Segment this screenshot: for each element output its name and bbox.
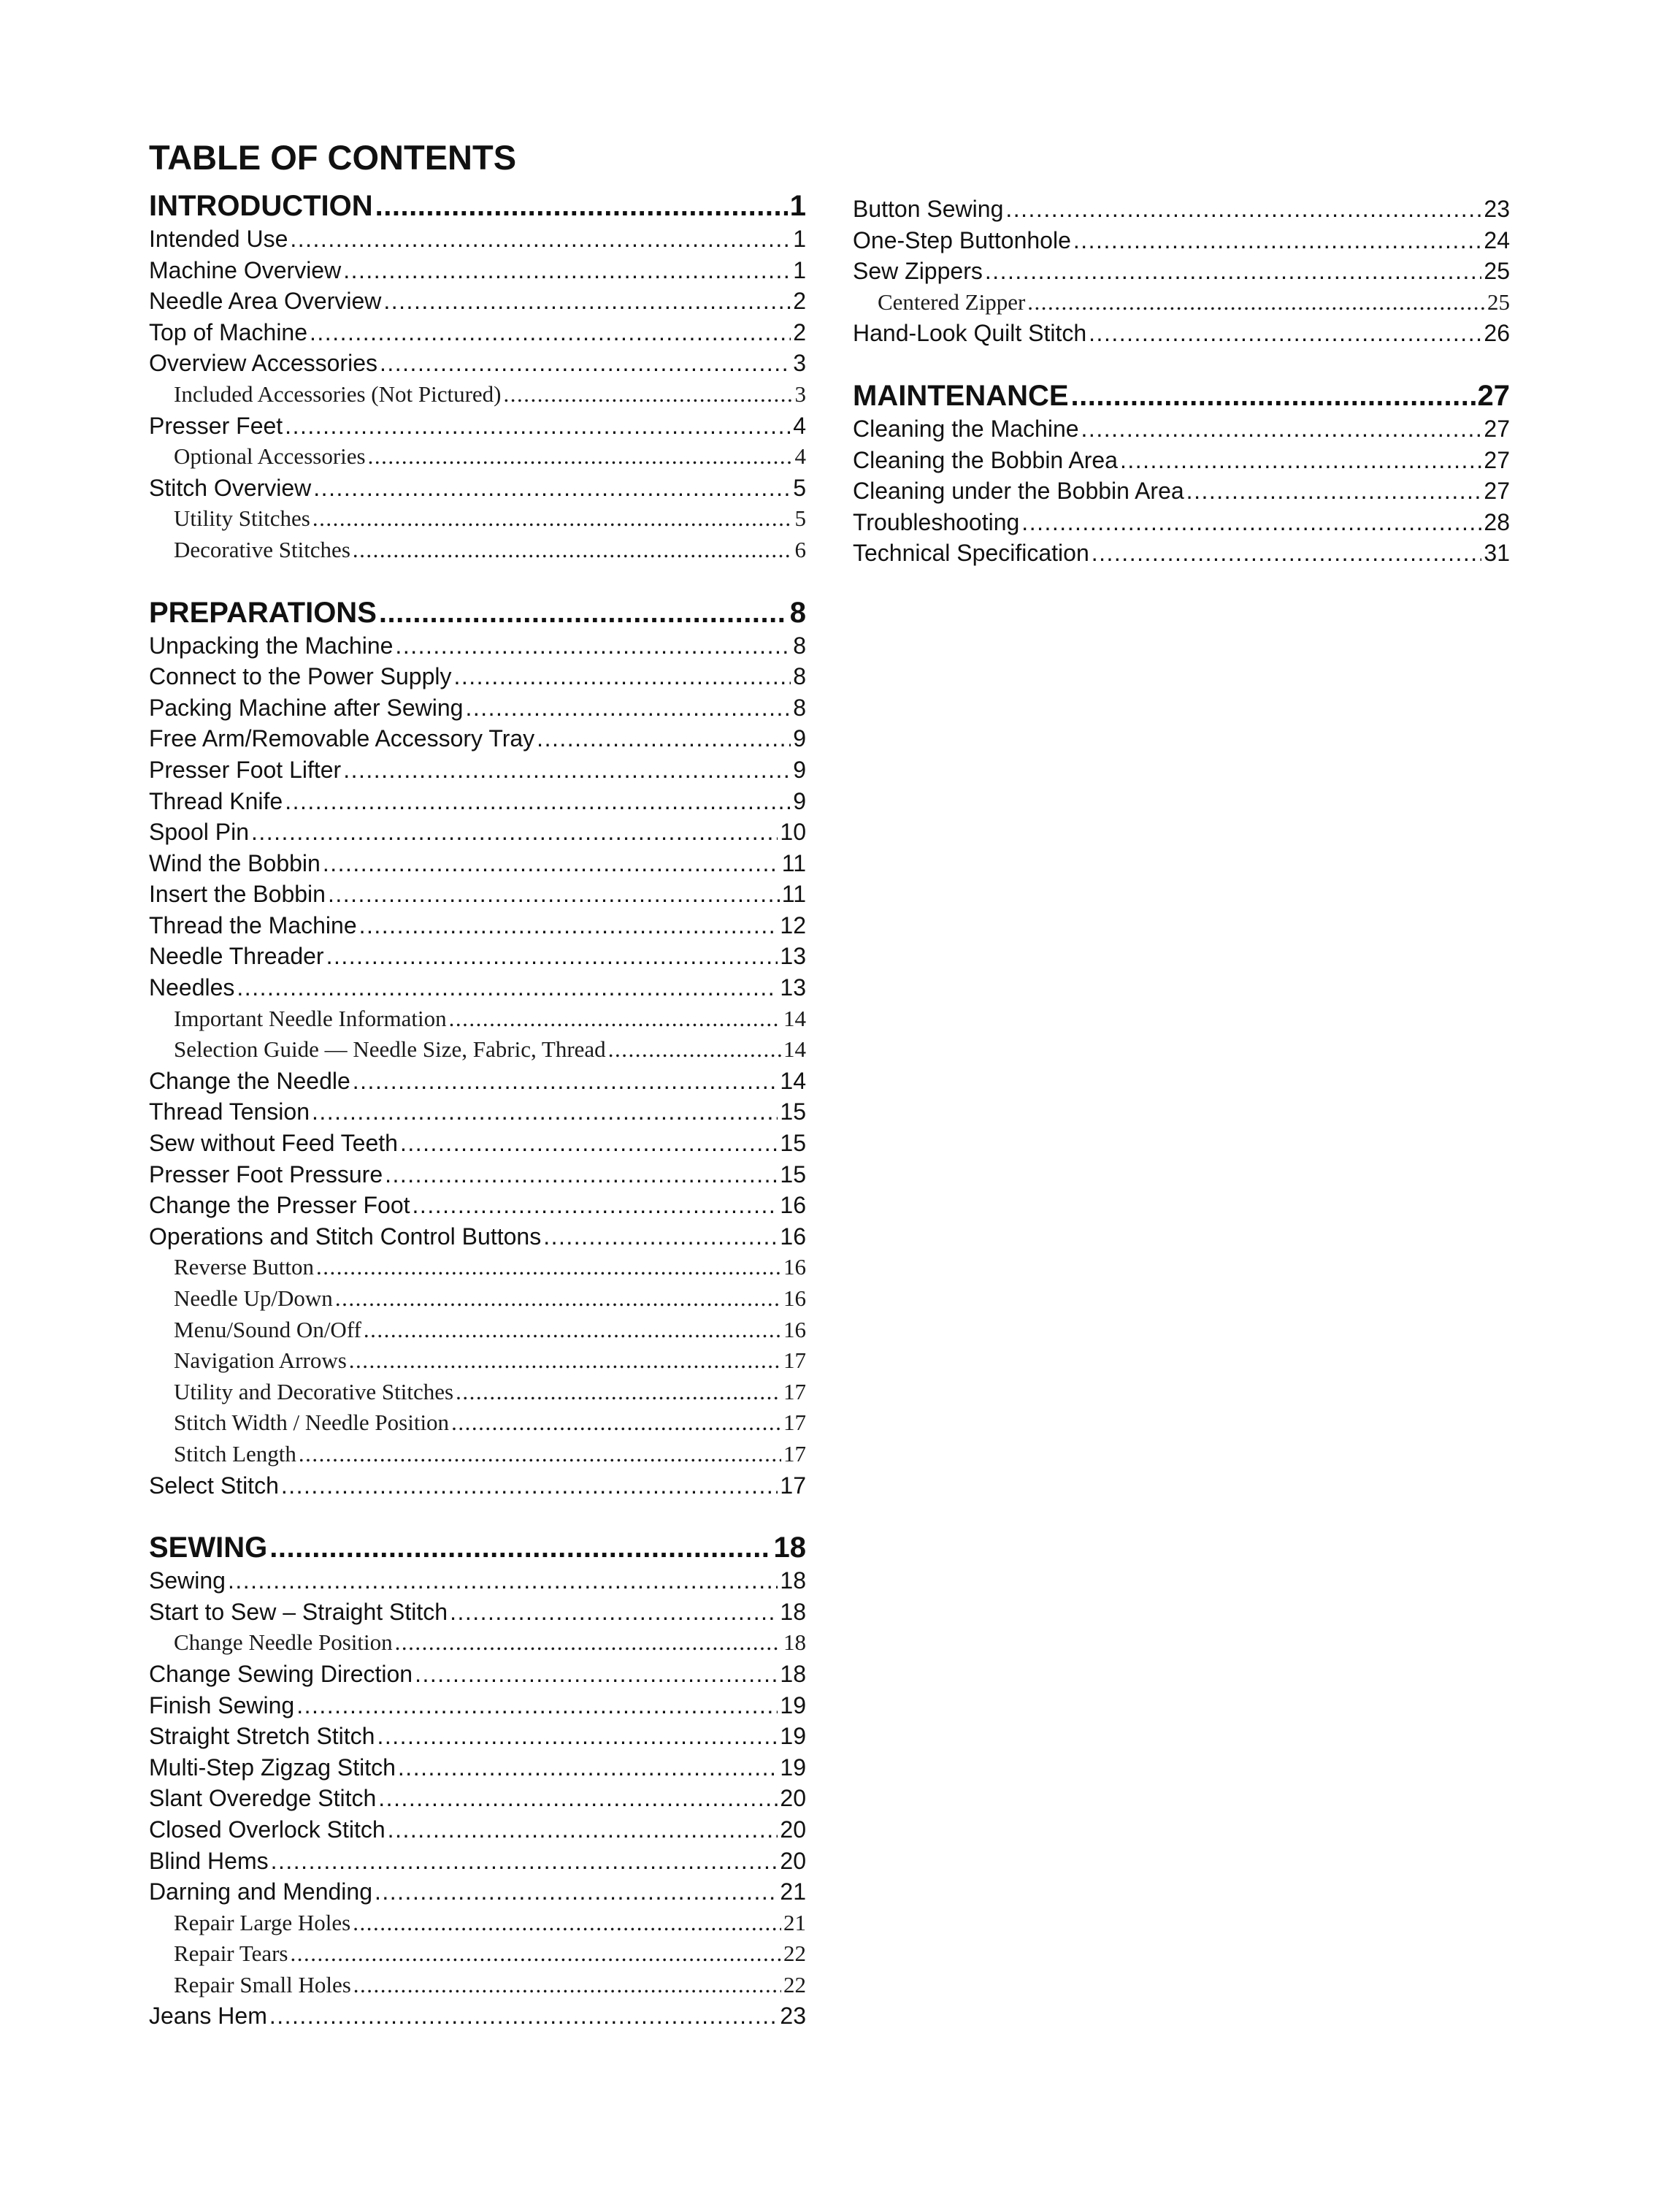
toc-entry-label: Presser Foot Lifter — [149, 756, 342, 783]
toc-entry[interactable] — [853, 445, 1510, 476]
toc-page-number: 4 — [794, 443, 806, 470]
toc-subentry[interactable] — [149, 1003, 806, 1035]
dot-leader — [310, 317, 791, 348]
toc-page-number: 19 — [780, 1754, 806, 1781]
toc-page-number: 16 — [780, 1192, 806, 1219]
toc-entry-label: Selection Guide — Needle Size, Fabric, Thread — [174, 1036, 606, 1063]
toc-subentry[interactable] — [149, 1627, 806, 1659]
toc-entry-label: Needle Threader — [149, 943, 324, 970]
toc-entry[interactable] — [149, 1752, 806, 1783]
toc-page-number: 14 — [780, 1067, 806, 1094]
dot-leader — [299, 1439, 781, 1470]
toc-page-number: 22 — [783, 1940, 806, 1967]
toc-entry-label: Presser Foot Pressure — [149, 1160, 383, 1188]
toc-page-number: 9 — [793, 725, 806, 752]
toc-page-number: 18 — [780, 1660, 806, 1687]
dot-leader — [269, 2000, 778, 2032]
toc-page-number: 18 — [780, 1598, 806, 1625]
toc-entry-label: Thread Knife — [149, 787, 283, 814]
dot-leader — [375, 1876, 778, 1908]
toc-entry-label: Repair Small Holes — [174, 1971, 351, 1997]
toc-page-number: 20 — [780, 1785, 806, 1812]
dot-leader — [1027, 287, 1485, 318]
toc-entry-label: Closed Overlock Stitch — [149, 1816, 386, 1843]
toc-entry[interactable] — [853, 507, 1510, 538]
toc-page-number: 12 — [780, 911, 806, 938]
dot-leader — [312, 503, 793, 535]
toc-entry[interactable] — [149, 1096, 806, 1128]
toc-page-number: 16 — [783, 1316, 806, 1342]
toc-entry[interactable] — [149, 1814, 806, 1846]
dot-leader — [359, 910, 778, 941]
toc-entry-label: Intended Use — [149, 226, 288, 252]
dot-leader — [316, 1252, 781, 1283]
toc-entry-label: Utility Stitches — [174, 505, 310, 532]
toc-page-number: 15 — [780, 1130, 806, 1157]
section-spacer — [149, 566, 806, 595]
toc-subentry[interactable] — [149, 1252, 806, 1283]
toc-entry-label: Packing Machine after Sewing — [149, 694, 464, 721]
toc-entry[interactable] — [149, 255, 806, 286]
dot-leader — [504, 379, 793, 410]
toc-right-column — [853, 194, 1510, 569]
toc-subentry[interactable] — [149, 503, 806, 535]
toc-left-column — [149, 188, 806, 2032]
dot-leader — [1092, 538, 1482, 569]
toc-section-heading[interactable] — [853, 378, 1510, 413]
dot-leader — [291, 1938, 782, 1970]
toc-entry[interactable] — [149, 1190, 806, 1221]
toc-subentry[interactable] — [149, 1315, 806, 1346]
toc-entry[interactable] — [149, 910, 806, 941]
toc-entry[interactable] — [149, 348, 806, 379]
toc-entry-label: Sew Zippers — [853, 258, 983, 285]
dot-leader — [353, 535, 793, 566]
toc-page-number: 11 — [781, 881, 806, 908]
section-spacer — [149, 1501, 806, 1530]
toc-page-number: 16 — [780, 1223, 806, 1250]
dot-leader — [251, 817, 778, 848]
toc-entry-label: Centered Zipper — [878, 288, 1026, 315]
toc-page-number: 8 — [789, 596, 806, 629]
toc-entry-label: Jeans Hem — [149, 2003, 267, 2030]
toc-entry[interactable] — [149, 1128, 806, 1159]
toc-page-number: 17 — [783, 1347, 806, 1374]
dot-leader — [281, 1470, 778, 1502]
toc-entry-label: Stitch Overview — [149, 474, 312, 501]
page-title: TABLE OF CONTENTS — [149, 138, 517, 177]
toc-subentry[interactable] — [149, 1439, 806, 1470]
toc-page-number: 18 — [780, 1567, 806, 1594]
toc-entry-label: PREPARATIONS — [149, 596, 377, 629]
toc-entry[interactable] — [853, 225, 1510, 256]
dot-leader — [395, 1627, 781, 1659]
toc-entry-label: One-Step Buttonhole — [853, 226, 1071, 253]
toc-page-number: 27 — [1484, 415, 1510, 442]
toc-page-number: 15 — [780, 1098, 806, 1125]
dot-leader — [398, 1752, 778, 1783]
toc-entry-label: Cleaning under the Bobbin Area — [853, 478, 1184, 505]
dot-leader — [312, 1096, 778, 1128]
toc-entry[interactable] — [149, 1565, 806, 1597]
toc-subentry[interactable] — [853, 287, 1510, 318]
toc-entry[interactable] — [149, 1066, 806, 1097]
toc-entry-label: Utility and Decorative Stitches — [174, 1378, 454, 1404]
toc-entry[interactable] — [853, 318, 1510, 349]
toc-entry[interactable] — [149, 1597, 806, 1628]
dot-leader — [353, 1066, 778, 1097]
toc-entry[interactable] — [149, 1846, 806, 1877]
dot-leader — [368, 441, 793, 473]
toc-page-number: 18 — [773, 1532, 806, 1564]
toc-page-number: 1 — [793, 226, 806, 252]
dot-leader — [237, 972, 778, 1003]
toc-page-number: 18 — [783, 1629, 806, 1656]
toc-entry-label: Change Sewing Direction — [149, 1660, 413, 1687]
toc-entry-label: Unpacking the Machine — [149, 632, 394, 659]
toc-page-number: 9 — [793, 756, 806, 783]
toc-entry-label: SEWING — [149, 1532, 268, 1564]
toc-page-number: 8 — [793, 663, 806, 690]
toc-page-number: 1 — [789, 190, 806, 222]
toc-entry-label: Technical Specification — [853, 540, 1089, 567]
dot-leader — [285, 410, 791, 442]
toc-entry[interactable] — [149, 754, 806, 786]
toc-entry[interactable] — [853, 475, 1510, 507]
toc-entry-label: Multi-Step Zigzag Stitch — [149, 1754, 396, 1781]
toc-entry[interactable] — [149, 410, 806, 442]
toc-entry-label: Included Accessories (Not Pictured) — [174, 381, 502, 407]
dot-leader — [323, 848, 780, 879]
toc-page-number: 15 — [780, 1160, 806, 1188]
toc-entry-label: Stitch Length — [174, 1440, 296, 1467]
toc-entry-label: Overview Accessories — [149, 350, 377, 377]
toc-entry[interactable] — [149, 723, 806, 754]
toc-subentry[interactable] — [149, 1283, 806, 1315]
dot-leader — [313, 473, 791, 504]
toc-page-number: 25 — [1487, 288, 1510, 315]
toc-page-number: 5 — [793, 474, 806, 501]
dot-leader — [400, 1128, 778, 1159]
toc-page-number: 31 — [1484, 540, 1510, 567]
toc-entry-label: Wind the Bobbin — [149, 849, 321, 876]
toc-entry[interactable] — [853, 538, 1510, 569]
dot-leader — [328, 879, 780, 910]
toc-page-number: 8 — [793, 694, 806, 721]
dot-leader — [379, 595, 788, 630]
dot-leader — [985, 256, 1482, 287]
toc-entry[interactable] — [149, 879, 806, 910]
dot-leader — [1005, 194, 1481, 225]
toc-entry-label: Thread the Machine — [149, 911, 357, 938]
dot-leader — [1089, 318, 1481, 349]
dot-leader — [1081, 413, 1482, 445]
dot-leader — [451, 1407, 781, 1439]
dot-leader — [395, 630, 791, 662]
toc-page-number: 16 — [783, 1254, 806, 1280]
dot-leader — [353, 1908, 781, 1939]
dot-leader — [450, 1597, 778, 1628]
toc-entry-label: Needle Up/Down — [174, 1285, 333, 1311]
dot-leader — [449, 1003, 781, 1035]
toc-page-number: 2 — [793, 288, 806, 315]
toc-entry[interactable] — [149, 972, 806, 1003]
toc-entry-label: Important Needle Information — [174, 1005, 447, 1031]
toc-subentry[interactable] — [149, 1377, 806, 1408]
dot-leader — [415, 1659, 778, 1690]
toc-entry[interactable] — [149, 661, 806, 692]
toc-entry-label: Free Arm/Removable Accessory Tray — [149, 725, 535, 752]
toc-entry[interactable] — [853, 413, 1510, 445]
toc-page-number: 20 — [780, 1847, 806, 1874]
toc-page-number: 27 — [1484, 446, 1510, 473]
toc-entry[interactable] — [149, 848, 806, 879]
toc-entry[interactable] — [149, 786, 806, 817]
toc-entry-label: Reverse Button — [174, 1254, 314, 1280]
toc-entry[interactable] — [149, 1221, 806, 1253]
dot-leader — [377, 1721, 778, 1752]
toc-section-heading[interactable] — [149, 1530, 806, 1565]
dot-leader — [285, 786, 791, 817]
toc-entry[interactable] — [149, 473, 806, 504]
toc-entry[interactable] — [149, 941, 806, 972]
dot-leader — [353, 1970, 781, 2001]
toc-subentry[interactable] — [149, 1407, 806, 1439]
toc-subentry[interactable] — [149, 1938, 806, 1970]
dot-leader — [349, 1345, 781, 1377]
toc-entry-label: Change Needle Position — [174, 1629, 393, 1656]
dot-leader — [343, 754, 791, 786]
toc-entry[interactable] — [149, 1659, 806, 1690]
toc-entry-label: Thread Tension — [149, 1098, 310, 1125]
toc-entry-label: Straight Stretch Stitch — [149, 1723, 375, 1750]
toc-entry-label: Cleaning the Machine — [853, 415, 1079, 442]
toc-page-number: 10 — [780, 819, 806, 846]
dot-leader — [388, 1814, 778, 1846]
toc-page-number: 1 — [793, 256, 806, 283]
toc-page-number: 27 — [1484, 478, 1510, 505]
dot-leader — [543, 1221, 778, 1253]
dot-leader — [608, 1034, 781, 1066]
toc-subentry[interactable] — [149, 379, 806, 410]
toc-page-number: 19 — [780, 1691, 806, 1718]
toc-page-number: 5 — [794, 505, 806, 532]
toc-page-number: 26 — [1484, 320, 1510, 347]
toc-page-number: 6 — [794, 536, 806, 562]
toc-page-number: 23 — [780, 2003, 806, 2030]
toc-page-number: 8 — [793, 632, 806, 659]
dot-leader — [1021, 507, 1481, 538]
dot-leader — [343, 255, 791, 286]
toc-entry[interactable] — [149, 286, 806, 317]
toc-page-number: 3 — [793, 350, 806, 377]
toc-subentry[interactable] — [149, 441, 806, 473]
toc-page-number: 28 — [1484, 508, 1510, 535]
toc-entry-label: Needle Area Overview — [149, 288, 382, 315]
toc-page-number: 16 — [783, 1285, 806, 1311]
toc-page-number: 13 — [780, 943, 806, 970]
toc-entry-label: Connect to the Power Supply — [149, 663, 452, 690]
toc-entry-label: Change the Presser Foot — [149, 1192, 410, 1219]
dot-leader — [364, 1315, 781, 1346]
toc-page-number: 17 — [783, 1410, 806, 1436]
toc-page-number: 24 — [1484, 226, 1510, 253]
dot-leader — [1120, 445, 1481, 476]
toc-section-heading[interactable] — [149, 188, 806, 223]
toc-entry-label: Repair Large Holes — [174, 1909, 351, 1935]
toc-entry-label: Presser Feet — [149, 412, 283, 439]
toc-entry-label: Troubleshooting — [853, 508, 1020, 535]
toc-page-number: 13 — [780, 974, 806, 1001]
dot-leader — [269, 1530, 771, 1565]
toc-entry-label: Sewing — [149, 1567, 226, 1594]
toc-entry[interactable] — [149, 2000, 806, 2032]
toc-subentry[interactable] — [149, 1908, 806, 1939]
toc-entry-label: Menu/Sound On/Off — [174, 1316, 361, 1342]
toc-page-number: 11 — [781, 849, 806, 876]
toc-page-number: 9 — [793, 787, 806, 814]
dot-leader — [1186, 475, 1482, 507]
toc-entry-label: Finish Sewing — [149, 1691, 295, 1718]
toc-entry-label: MAINTENANCE — [853, 379, 1069, 412]
dot-leader — [385, 1159, 778, 1190]
toc-section-heading[interactable] — [149, 595, 806, 630]
dot-leader — [335, 1283, 781, 1315]
toc-entry-label: Cleaning the Bobbin Area — [853, 446, 1118, 473]
toc-entry[interactable] — [149, 223, 806, 255]
toc-entry-label: Button Sewing — [853, 196, 1004, 222]
toc-page-number: 3 — [794, 381, 806, 407]
toc-entry[interactable] — [149, 630, 806, 662]
toc-page-number: 19 — [780, 1723, 806, 1750]
toc-entry-label: Top of Machine — [149, 318, 308, 345]
toc-entry-label: Decorative Stitches — [174, 536, 350, 562]
toc-entry[interactable] — [149, 692, 806, 724]
dot-leader — [1071, 378, 1476, 413]
toc-entry-label: Repair Tears — [174, 1940, 288, 1967]
toc-entry-label: Darning and Mending — [149, 1878, 372, 1905]
dot-leader — [228, 1565, 778, 1597]
toc-entry-label: Stitch Width / Needle Position — [174, 1410, 450, 1436]
toc-entry-label: Needles — [149, 974, 235, 1001]
dot-leader — [1073, 225, 1482, 256]
toc-page-number: 22 — [783, 1971, 806, 1997]
dot-leader — [271, 1846, 778, 1877]
toc-entry-label: Sew without Feed Teeth — [149, 1130, 398, 1157]
dot-leader — [375, 188, 788, 223]
toc-page-number: 20 — [780, 1816, 806, 1843]
dot-leader — [465, 692, 791, 724]
toc-page-number: 27 — [1477, 379, 1510, 412]
toc-entry-label: Blind Hems — [149, 1847, 269, 1874]
toc-entry[interactable] — [149, 317, 806, 348]
dot-leader — [326, 941, 778, 972]
toc-entry[interactable] — [853, 256, 1510, 287]
toc-subentry[interactable] — [149, 535, 806, 566]
toc-subentry[interactable] — [149, 1345, 806, 1377]
toc-entry-label: Hand-Look Quilt Stitch — [853, 320, 1087, 347]
toc-entry-label: Change the Needle — [149, 1067, 350, 1094]
dot-leader — [456, 1377, 781, 1408]
toc-page-number: 17 — [783, 1440, 806, 1467]
toc-subentry[interactable] — [149, 1970, 806, 2001]
toc-entry[interactable] — [149, 1690, 806, 1721]
toc-page-number: 14 — [783, 1005, 806, 1031]
toc-entry-label: Slant Overedge Stitch — [149, 1785, 377, 1812]
dot-leader — [290, 223, 791, 255]
toc-entry-label: Insert the Bobbin — [149, 881, 326, 908]
toc-entry[interactable] — [149, 1470, 806, 1502]
dot-leader — [378, 1783, 778, 1814]
toc-entry-label: Optional Accessories — [174, 443, 366, 470]
dot-leader — [537, 723, 791, 754]
toc-subentry[interactable] — [149, 1034, 806, 1066]
toc-page-number: 17 — [780, 1472, 806, 1499]
dot-leader — [380, 348, 791, 379]
toc-entry-label: Start to Sew – Straight Stitch — [149, 1598, 448, 1625]
toc-entry-label: Operations and Stitch Control Buttons — [149, 1223, 542, 1250]
toc-entry[interactable] — [149, 1783, 806, 1814]
toc-entry[interactable] — [149, 817, 806, 848]
toc-entry[interactable] — [853, 194, 1510, 225]
toc-entry[interactable] — [149, 1159, 806, 1190]
dot-leader — [413, 1190, 778, 1221]
toc-entry-label: Select Stitch — [149, 1472, 279, 1499]
toc-page-number: 17 — [783, 1378, 806, 1404]
toc-page-number: 23 — [1484, 196, 1510, 222]
toc-entry[interactable] — [149, 1876, 806, 1908]
section-spacer — [853, 349, 1510, 378]
dot-leader — [296, 1690, 778, 1721]
toc-entry[interactable] — [149, 1721, 806, 1752]
toc-page-number: 25 — [1484, 258, 1510, 285]
toc-page-number: 21 — [783, 1909, 806, 1935]
toc-page-number: 2 — [793, 318, 806, 345]
toc-entry-label: Navigation Arrows — [174, 1347, 347, 1374]
dot-leader — [383, 286, 791, 317]
dot-leader — [453, 661, 791, 692]
toc-page-number: 14 — [783, 1036, 806, 1063]
toc-entry-label: Spool Pin — [149, 819, 249, 846]
toc-entry-label: INTRODUCTION — [149, 190, 373, 222]
toc-page-number: 4 — [793, 412, 806, 439]
toc-page-number: 21 — [780, 1878, 806, 1905]
toc-entry-label: Machine Overview — [149, 256, 342, 283]
